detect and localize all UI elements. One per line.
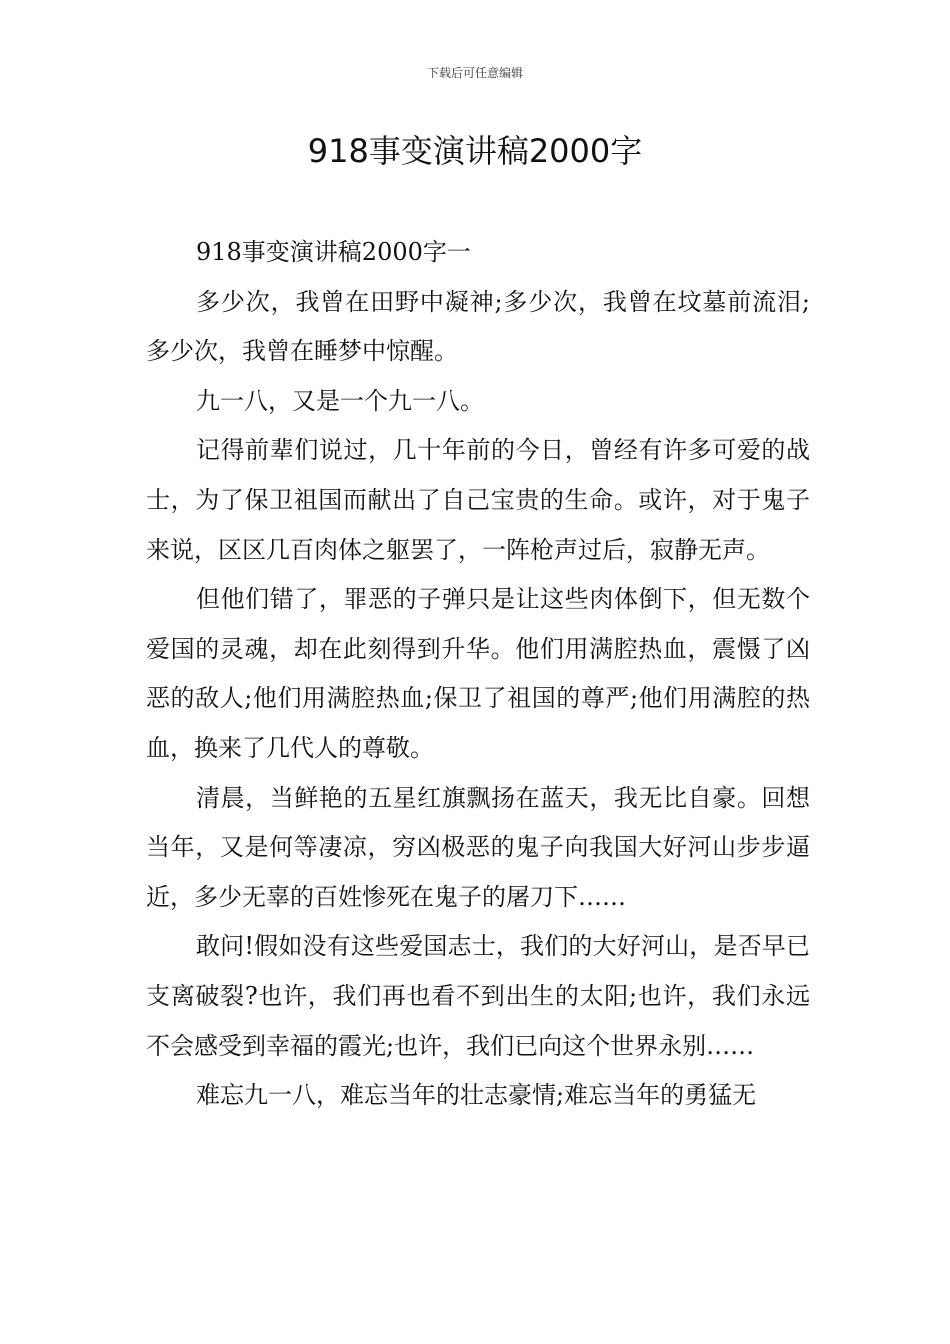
document-body	[146, 228, 810, 1121]
paragraph: 记得前辈们说过，几十年前的今日，曾经有许多可爱的战士，为了保卫祖国而献出了自己宝贵的生命。或许，对于鬼子来说，区区几百肉体之躯罢了，一阵枪声过后，寂静无声。	[146, 436, 810, 564]
paragraph: 918事变演讲稿2000字一	[196, 238, 471, 266]
paragraph: 清晨，当鲜艳的五星红旗飘扬在蓝天，我无比自豪。回想当年，又是何等凄凉，穷凶极恶的鬼子向我国大好河山步步逼近，多少无辜的百姓惨死在鬼子的屠刀下……	[146, 783, 810, 911]
paragraph: 难忘九一八，难忘当年的壮志豪情;难忘当年的勇猛无	[196, 1081, 757, 1110]
document-title: 918事变演讲稿2000字	[307, 132, 643, 170]
paragraph: 敢问!假如没有这些爱国志士，我们的大好河山，是否早已支离破裂?也许，我们再也看不到出生的太阳;也许，我们永远不会感受到幸福的霞光;也许，我们已向这个世界永别……	[146, 932, 810, 1060]
page-header-note: 下载后可任意编辑	[426, 66, 523, 80]
paragraph: 九一八，又是一个九一八。	[196, 386, 484, 415]
paragraph: 但他们错了，罪恶的子弹只是让这些肉体倒下，但无数个爱国的灵魂，却在此刻得到升华。他们用满腔热血，震慑了凶恶的敌人;他们用满腔热血;保卫了祖国的尊严;他们用满腔的热血，换来了几代人的尊敬。	[146, 585, 810, 762]
paragraph: 多少次，我曾在田野中凝神;多少次，我曾在坟墓前流泪;多少次，我曾在睡梦中惊醒。	[146, 287, 810, 366]
